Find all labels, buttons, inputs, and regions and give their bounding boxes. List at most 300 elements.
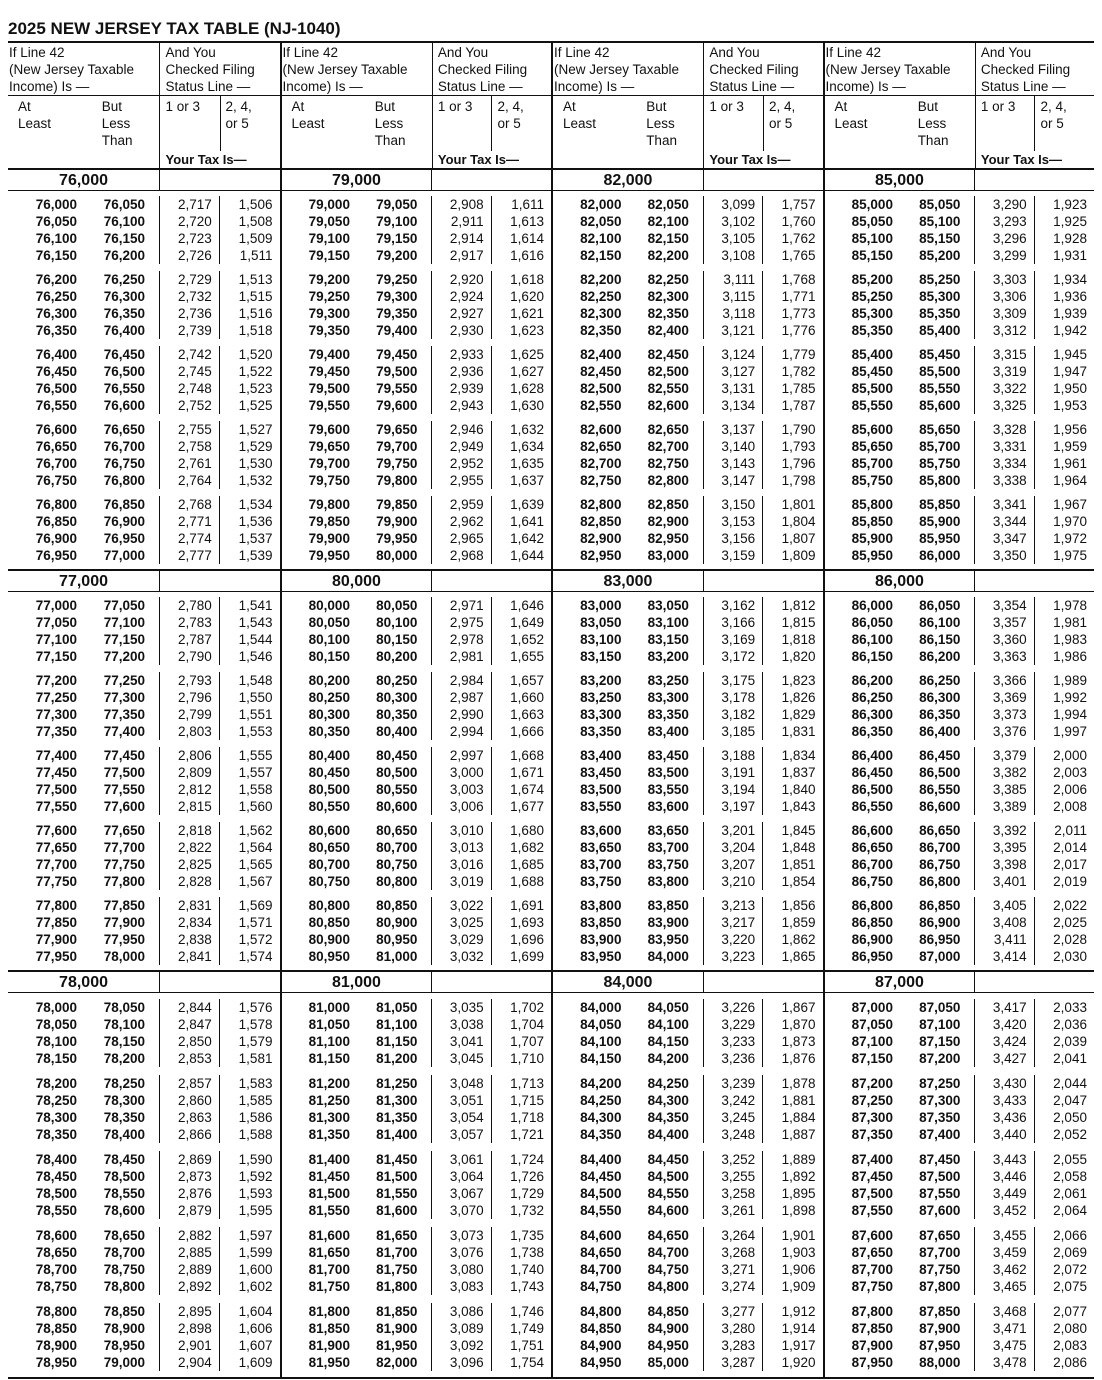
table-row [282, 455, 552, 472]
thousand-label: 85,000 [825, 170, 976, 190]
at-least-cell: 87,400 [851, 1152, 893, 1167]
at-least-cell: 85,800 [851, 496, 893, 512]
tax-status-2-4-5-cell: 1,760 [781, 214, 816, 230]
table-row [282, 747, 552, 764]
table-row [553, 1354, 823, 1371]
tax-status-1-3-cell: 3,366 [975, 672, 1034, 689]
at-least-cell: 78,150 [35, 1051, 78, 1066]
but-less-than-cell: 80,500 [357, 764, 432, 781]
at-least-cell: 82,200 [580, 272, 622, 288]
tax-status-1-3-cell: 3,319 [975, 363, 1034, 380]
table-row [553, 648, 823, 665]
at-least-cell: 78,350 [35, 1127, 78, 1142]
tax-status-2-4-5-cell: 1,644 [510, 547, 544, 563]
tax-status-2-4-5-cell: 1,639 [510, 496, 544, 512]
tax-status-2-4-5-cell: 1,530 [238, 455, 273, 471]
tax-status-2-4-5-cell: 1,657 [510, 673, 544, 689]
tax-status-2-4-5-cell: 1,613 [510, 214, 544, 230]
tax-status-1-3-cell: 3,038 [432, 1016, 491, 1033]
tax-status-2-4-5-cell: 1,551 [238, 707, 273, 723]
at-least-cell: 86,000 [851, 598, 893, 614]
at-least-cell: 87,100 [851, 1034, 893, 1049]
at-least-header: At Least [291, 99, 325, 131]
row-group [282, 346, 552, 414]
but-less-than-cell: 85,050 [900, 196, 975, 213]
at-least-cell: 82,550 [580, 397, 622, 413]
tax-status-2-4-5-cell: 1,812 [781, 598, 816, 614]
tax-status-1-3-cell: 2,828 [160, 873, 220, 890]
but-less-than-cell: 84,400 [628, 1126, 703, 1143]
but-less-than-cell: 77,850 [84, 897, 160, 914]
tax-status-1-3-cell: 3,264 [704, 1227, 763, 1244]
but-less-than-cell: 80,150 [357, 631, 432, 648]
table-row [553, 271, 823, 288]
tax-status-2-4-5-cell: 1,749 [510, 1321, 544, 1336]
tax-status-1-3-cell: 2,822 [160, 839, 220, 856]
but-less-than-cell: 78,900 [84, 1320, 160, 1337]
but-less-than-cell: 84,050 [628, 999, 703, 1016]
tax-status-1-3-cell: 3,134 [704, 397, 763, 414]
tax-status-1-3-cell: 3,389 [975, 798, 1034, 815]
tax-status-2-4-5-cell: 1,785 [781, 380, 816, 396]
at-least-cell: 76,050 [35, 214, 78, 230]
row-group [553, 822, 823, 890]
tax-status-1-3-cell: 3,248 [704, 1126, 763, 1143]
but-less-than-cell: 86,000 [900, 547, 975, 564]
tax-status-1-3-cell: 2,768 [160, 496, 220, 513]
tax-status-1-3-cell: 3,137 [704, 421, 763, 438]
but-less-than-cell: 87,600 [900, 1202, 975, 1219]
tax-status-2-4-5-cell: 1,834 [781, 747, 816, 763]
at-least-cell: 80,650 [308, 839, 350, 855]
tax-status-2-4-5-cell: 1,804 [781, 513, 816, 529]
tax-status-2-4-5-cell: 1,735 [510, 1228, 544, 1243]
tax-status-1-3-cell: 2,879 [160, 1202, 220, 1219]
tax-status-1-3-cell: 3,236 [704, 1050, 763, 1067]
at-least-cell: 83,500 [580, 781, 622, 797]
but-less-than-cell: 78,350 [84, 1109, 160, 1126]
tax-status-2-4-5-cell: 1,851 [781, 856, 816, 872]
tax-status-1-3-cell: 3,118 [704, 305, 763, 322]
but-less-than-header: But Less Than [374, 99, 406, 148]
at-least-cell: 77,800 [35, 897, 78, 913]
tax-status-1-3-cell: 3,440 [975, 1126, 1034, 1143]
but-less-than-cell: 84,100 [628, 1016, 703, 1033]
tax-status-2-4-5-cell: 2,052 [1053, 1127, 1087, 1142]
at-least-cell: 78,100 [35, 1034, 78, 1049]
table-row [553, 1126, 823, 1143]
your-tax-is-label: Your Tax Is— [437, 152, 520, 167]
at-least-cell: 81,650 [308, 1245, 350, 1260]
tax-status-1-3-cell: 2,952 [432, 455, 491, 472]
table-row [282, 948, 552, 965]
but-less-than-cell: 79,600 [357, 397, 432, 414]
but-less-than-cell: 87,650 [900, 1227, 975, 1244]
but-less-than-cell: 79,750 [357, 455, 432, 472]
row-group [282, 747, 552, 815]
at-least-cell: 85,900 [851, 530, 893, 546]
at-least-cell: 79,850 [308, 513, 350, 529]
table-row [553, 1050, 823, 1067]
tax-status-2-4-5-cell: 1,942 [1053, 323, 1087, 339]
at-least-cell: 84,150 [580, 1051, 622, 1066]
tax-status-2-4-5-cell: 1,768 [781, 272, 816, 288]
at-least-cell: 87,050 [851, 1017, 893, 1032]
tax-status-1-3-cell: 3,185 [704, 723, 763, 740]
table-row [8, 1092, 280, 1109]
thousand-label: 87,000 [825, 972, 976, 992]
at-least-cell: 80,450 [308, 764, 350, 780]
tax-status-2-4-5-cell: 2,050 [1053, 1110, 1087, 1125]
at-least-cell: 78,450 [35, 1169, 78, 1184]
tax-status-2-4-5-cell: 1,779 [781, 346, 816, 362]
at-least-cell: 77,750 [35, 873, 78, 889]
at-least-cell: 79,700 [308, 455, 350, 471]
but-less-than-cell: 85,350 [900, 305, 975, 322]
at-least-cell: 80,400 [308, 747, 350, 763]
table-row [8, 764, 280, 781]
but-less-than-cell: 81,300 [357, 1092, 432, 1109]
but-less-than-cell: 86,900 [900, 914, 975, 931]
tax-status-2-4-5-cell: 1,663 [510, 707, 544, 723]
tax-status-2-4-5-cell: 2,086 [1053, 1355, 1087, 1370]
thousand-spacer [160, 571, 279, 591]
but-less-than-header: But Less Than [101, 99, 133, 148]
at-least-cell: 87,250 [851, 1093, 893, 1108]
tax-status-1-3-cell: 3,057 [432, 1126, 491, 1143]
at-least-cell: 79,100 [308, 231, 350, 247]
but-less-than-cell: 87,750 [900, 1261, 975, 1278]
tax-status-2-4-5-cell: 1,782 [781, 363, 816, 379]
at-least-cell: 82,000 [580, 197, 622, 213]
tax-status-2-4-5-cell: 1,606 [238, 1321, 273, 1336]
table-row [825, 1303, 1095, 1320]
but-less-than-cell: 87,300 [900, 1092, 975, 1109]
tax-status-2-4-5-cell: 1,628 [510, 380, 544, 396]
tax-status-2-4-5-cell: 1,740 [510, 1262, 544, 1277]
tax-status-1-3-cell: 3,147 [704, 472, 763, 489]
tax-status-2-4-5-cell: 1,571 [238, 914, 273, 930]
at-least-cell: 87,500 [851, 1186, 893, 1201]
tax-status-1-3-cell: 3,369 [975, 689, 1034, 706]
at-least-cell: 83,200 [580, 673, 622, 689]
at-least-cell: 76,400 [35, 346, 78, 362]
at-least-cell: 83,750 [580, 873, 622, 889]
row-group [553, 1151, 823, 1219]
row-group [8, 1075, 280, 1143]
but-less-than-cell: 83,500 [628, 764, 703, 781]
tax-status-2-4-5-cell: 1,964 [1053, 472, 1087, 488]
at-least-cell: 84,650 [580, 1245, 622, 1260]
filing-status-subheader [433, 96, 551, 168]
tax-status-1-3-cell: 2,857 [160, 1075, 220, 1092]
tax-status-1-3-cell: 2,774 [160, 530, 220, 547]
but-less-than-cell: 83,550 [628, 781, 703, 798]
tax-status-1-3-cell: 3,299 [975, 247, 1034, 264]
thousand-spacer [975, 972, 1094, 992]
but-less-than-cell: 78,800 [84, 1278, 160, 1295]
at-least-cell: 85,200 [851, 272, 893, 288]
table-row [8, 1185, 280, 1202]
row-group [825, 346, 1095, 414]
but-less-than-cell: 76,750 [84, 455, 160, 472]
table-row [825, 322, 1095, 339]
at-least-cell: 78,750 [35, 1279, 78, 1294]
table-row [282, 213, 552, 230]
at-least-cell: 78,400 [35, 1152, 78, 1167]
table-row [553, 1303, 823, 1320]
row-group [825, 822, 1095, 890]
table-row [8, 723, 280, 740]
tax-status-2-4-5-cell: 2,072 [1053, 1262, 1087, 1277]
status-2-4-5-header: 2, 4, or 5 [497, 99, 524, 131]
but-less-than-cell: 80,050 [357, 597, 432, 614]
income-header-label: If Line 42 (New Jersey Taxable Income) Is — [8, 43, 159, 96]
but-less-than-cell: 82,850 [628, 496, 703, 513]
tax-status-1-3-cell: 3,424 [975, 1033, 1034, 1050]
at-least-cell: 78,700 [35, 1262, 78, 1277]
at-least-cell: 84,700 [580, 1262, 622, 1277]
but-less-than-cell: 80,300 [357, 689, 432, 706]
row-group [553, 897, 823, 965]
tax-status-2-4-5-cell: 1,620 [510, 289, 544, 305]
tax-status-2-4-5-cell: 1,611 [511, 197, 544, 213]
tax-status-2-4-5-cell: 1,586 [238, 1110, 273, 1125]
tax-status-2-4-5-cell: 1,704 [510, 1017, 544, 1032]
but-less-than-cell: 80,350 [357, 706, 432, 723]
tax-status-2-4-5-cell: 1,994 [1053, 707, 1087, 723]
tax-status-1-3-cell: 3,443 [975, 1151, 1034, 1168]
row-group [282, 196, 552, 264]
but-less-than-cell: 81,850 [357, 1303, 432, 1320]
table-row [553, 999, 823, 1016]
but-less-than-cell: 87,800 [900, 1278, 975, 1295]
at-least-cell: 80,600 [308, 822, 350, 838]
thousand-label: 76,000 [8, 170, 160, 190]
tax-status-1-3-cell: 3,140 [704, 438, 763, 455]
tax-status-2-4-5-cell: 2,075 [1053, 1279, 1087, 1294]
but-less-than-cell: 83,250 [628, 672, 703, 689]
tax-status-2-4-5-cell: 1,843 [781, 798, 816, 814]
at-least-cell: 85,950 [851, 547, 893, 563]
thousand-heading [8, 571, 280, 592]
income-block [282, 592, 552, 972]
table-row [282, 631, 552, 648]
at-least-cell: 86,500 [851, 781, 893, 797]
table-row [282, 764, 552, 781]
tax-status-2-4-5-cell: 1,773 [781, 306, 816, 322]
but-less-than-cell: 87,850 [900, 1303, 975, 1320]
at-least-cell: 86,650 [851, 839, 893, 855]
tax-status-2-4-5-cell: 1,621 [510, 306, 544, 322]
tax-status-2-4-5-cell: 1,945 [1053, 346, 1087, 362]
at-least-cell: 79,500 [308, 380, 350, 396]
tax-status-1-3-cell: 2,761 [160, 455, 220, 472]
but-less-than-cell: 76,950 [84, 530, 160, 547]
at-least-cell: 76,150 [35, 248, 78, 264]
tax-status-2-4-5-cell: 1,590 [238, 1152, 273, 1167]
tax-status-1-3-cell: 2,729 [160, 271, 220, 288]
but-less-than-cell: 87,100 [900, 1016, 975, 1033]
but-less-than-cell: 82,700 [628, 438, 703, 455]
thousand-heading [825, 170, 1095, 191]
row-group [825, 496, 1095, 564]
but-less-than-cell: 76,500 [84, 363, 160, 380]
at-least-cell: 81,100 [308, 1034, 350, 1049]
but-less-than-cell: 81,800 [357, 1278, 432, 1295]
at-least-cell: 81,350 [308, 1127, 350, 1142]
income-block [825, 993, 1095, 1379]
at-least-cell: 85,050 [851, 214, 893, 230]
at-least-cell: 79,150 [308, 248, 350, 264]
tax-status-2-4-5-cell: 1,798 [781, 472, 816, 488]
tax-status-2-4-5-cell: 1,713 [510, 1076, 544, 1091]
thousand-heading [282, 571, 552, 592]
tax-status-1-3-cell: 3,131 [704, 380, 763, 397]
at-least-cell: 78,950 [35, 1355, 78, 1370]
row-group [825, 1151, 1095, 1219]
row-group [825, 196, 1095, 264]
table-row [8, 897, 280, 914]
at-least-cell: 84,350 [580, 1127, 622, 1142]
filing-status-label: And You Checked Filing Status Line — [160, 43, 279, 96]
at-least-cell: 79,750 [308, 472, 350, 488]
tax-status-2-4-5-cell: 1,548 [238, 673, 273, 689]
tax-status-2-4-5-cell: 1,970 [1053, 513, 1087, 529]
tax-status-1-3-cell: 2,917 [432, 247, 491, 264]
tax-status-1-3-cell: 2,748 [160, 380, 220, 397]
tax-status-1-3-cell: 2,726 [160, 247, 220, 264]
but-less-than-cell: 85,800 [900, 472, 975, 489]
at-least-cell: 80,350 [308, 724, 350, 740]
status-columns [160, 96, 279, 151]
at-least-cell: 87,600 [851, 1228, 893, 1243]
at-least-cell: 86,850 [851, 914, 893, 930]
table-row [553, 1168, 823, 1185]
tax-status-1-3-cell: 3,172 [704, 648, 763, 665]
tax-status-1-3-cell: 3,465 [975, 1278, 1034, 1295]
thousand-label: 84,000 [553, 972, 704, 992]
tax-status-1-3-cell: 3,328 [975, 421, 1034, 438]
table-row [553, 513, 823, 530]
but-less-than-cell: 76,300 [84, 288, 160, 305]
at-least-cell: 80,900 [308, 931, 350, 947]
tax-status-2-4-5-cell: 1,513 [238, 272, 273, 288]
but-less-than-cell: 78,300 [84, 1092, 160, 1109]
tax-status-2-4-5-cell: 1,564 [238, 839, 273, 855]
at-least-cell: 85,700 [851, 455, 893, 471]
but-less-than-cell: 81,050 [357, 999, 432, 1016]
table-row [8, 648, 280, 665]
table-row [282, 1354, 552, 1371]
tax-status-1-3-cell: 3,166 [704, 614, 763, 631]
but-less-than-cell: 78,200 [84, 1050, 160, 1067]
tax-status-2-4-5-cell: 1,870 [781, 1017, 816, 1032]
at-least-cell: 84,500 [580, 1186, 622, 1201]
row-group [553, 1303, 823, 1371]
but-less-than-cell: 86,050 [900, 597, 975, 614]
tax-status-2-4-5-cell: 1,865 [781, 948, 816, 964]
tax-status-2-4-5-cell: 1,978 [1053, 598, 1087, 614]
at-least-cell: 80,250 [308, 690, 350, 706]
at-least-cell: 84,550 [580, 1203, 622, 1218]
tax-status-2-4-5-cell: 1,831 [781, 724, 816, 740]
table-row [553, 1320, 823, 1337]
tax-status-2-4-5-cell: 1,599 [238, 1245, 273, 1260]
but-less-than-cell: 81,400 [357, 1126, 432, 1143]
tax-status-1-3-cell: 2,752 [160, 397, 220, 414]
tax-status-2-4-5-cell: 1,738 [510, 1245, 544, 1260]
tax-status-2-4-5-cell: 2,061 [1053, 1186, 1087, 1201]
tax-status-2-4-5-cell: 1,848 [781, 839, 816, 855]
tax-status-2-4-5-cell: 1,820 [781, 649, 816, 665]
tax-status-2-4-5-cell: 2,028 [1053, 931, 1087, 947]
table-row [553, 822, 823, 839]
at-least-cell: 83,350 [580, 724, 622, 740]
tax-status-1-3-cell: 3,414 [975, 948, 1034, 965]
tax-status-1-3-cell: 3,022 [432, 897, 491, 914]
filing-status-label: And You Checked Filing Status Line — [976, 43, 1094, 96]
tax-status-2-4-5-cell: 1,543 [238, 615, 273, 631]
table-row [825, 288, 1095, 305]
at-least-cell: 84,100 [580, 1034, 622, 1049]
tax-status-1-3-cell: 2,736 [160, 305, 220, 322]
but-less-than-cell: 83,450 [628, 747, 703, 764]
but-less-than-cell: 77,650 [84, 822, 160, 839]
tax-status-2-4-5-cell: 1,892 [781, 1169, 816, 1184]
at-least-cell: 80,100 [308, 632, 350, 648]
at-least-cell: 87,800 [851, 1304, 893, 1319]
table-row [282, 397, 552, 414]
tax-status-2-4-5-cell: 1,967 [1053, 496, 1087, 512]
thousand-heading [825, 972, 1095, 993]
row-group [8, 747, 280, 815]
income-block [825, 191, 1095, 571]
tax-status-1-3-cell: 2,876 [160, 1185, 220, 1202]
at-least-cell: 82,800 [580, 496, 622, 512]
tax-status-1-3-cell: 2,946 [432, 421, 491, 438]
filing-status-header [704, 43, 822, 168]
table-row [825, 931, 1095, 948]
but-less-than-cell: 76,450 [84, 346, 160, 363]
at-least-cell: 82,500 [580, 380, 622, 396]
tax-status-2-4-5-cell: 2,000 [1053, 747, 1087, 763]
but-less-than-cell: 85,550 [900, 380, 975, 397]
income-header [553, 43, 704, 168]
at-least-cell: 86,900 [851, 931, 893, 947]
at-least-cell: 79,650 [308, 438, 350, 454]
table-row [282, 706, 552, 723]
but-less-than-cell: 87,450 [900, 1151, 975, 1168]
but-less-than-cell: 85,950 [900, 530, 975, 547]
table-quadrant [823, 43, 1095, 1379]
tax-status-2-4-5-cell: 1,536 [238, 513, 273, 529]
at-least-cell: 82,050 [580, 214, 622, 230]
table-row [282, 530, 552, 547]
tax-status-2-4-5-cell: 1,776 [781, 323, 816, 339]
thousand-spacer [160, 170, 279, 190]
row-group [282, 999, 552, 1067]
thousand-heading [553, 972, 823, 993]
table-row [553, 798, 823, 815]
table-row [825, 230, 1095, 247]
at-least-cell: 84,750 [580, 1279, 622, 1294]
tax-status-1-3-cell: 3,201 [704, 822, 763, 839]
at-least-cell: 82,350 [580, 323, 622, 339]
row-group [553, 1227, 823, 1295]
tax-status-2-4-5-cell: 1,862 [781, 931, 816, 947]
at-least-cell: 85,300 [851, 306, 893, 322]
